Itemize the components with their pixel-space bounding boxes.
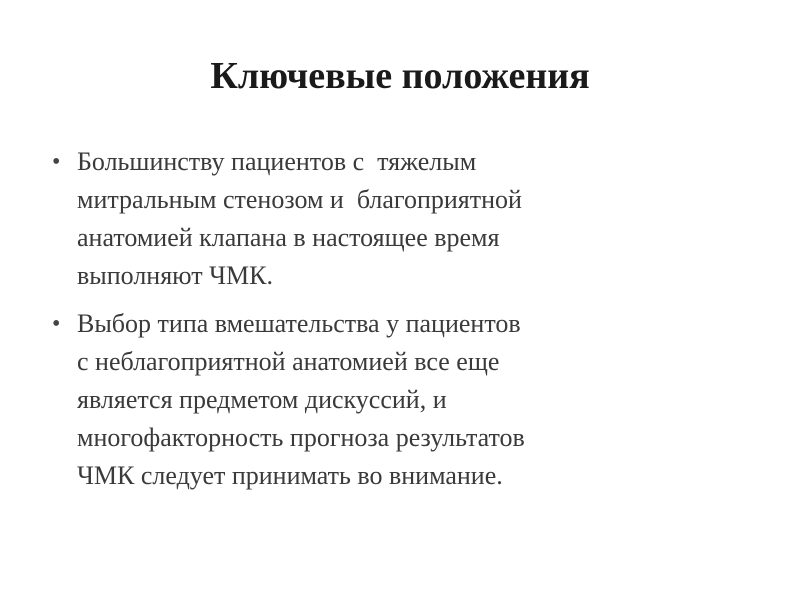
bullet-list (52, 143, 712, 505)
bullet-text-line: является предметом дискуссий, и (77, 385, 447, 414)
bullet-text-line: многофакторность прогноза результатов (77, 423, 525, 452)
bullet-dot-icon: • (52, 311, 61, 337)
bullet-text-line: анатомией клапана в настоящее время (77, 223, 500, 252)
bullet-dot-icon: • (52, 149, 61, 175)
bullet-text-line: с неблагоприятной анатомией все еще (77, 347, 500, 376)
bullet-item (52, 143, 712, 295)
slide-title: Ключевые положения (210, 55, 590, 97)
bullet-text-line: Большинству пациентов с тяжелым (77, 147, 477, 176)
bullet-text-line: выполняют ЧМК. (77, 261, 273, 290)
bullet-text-line: митральным стенозом и благоприятной (77, 185, 522, 214)
bullet-item (52, 305, 712, 495)
bullet-text-line: Выбор типа вмешательства у пациентов (77, 309, 521, 338)
bullet-text-line: ЧМК следует принимать во внимание. (77, 461, 503, 490)
